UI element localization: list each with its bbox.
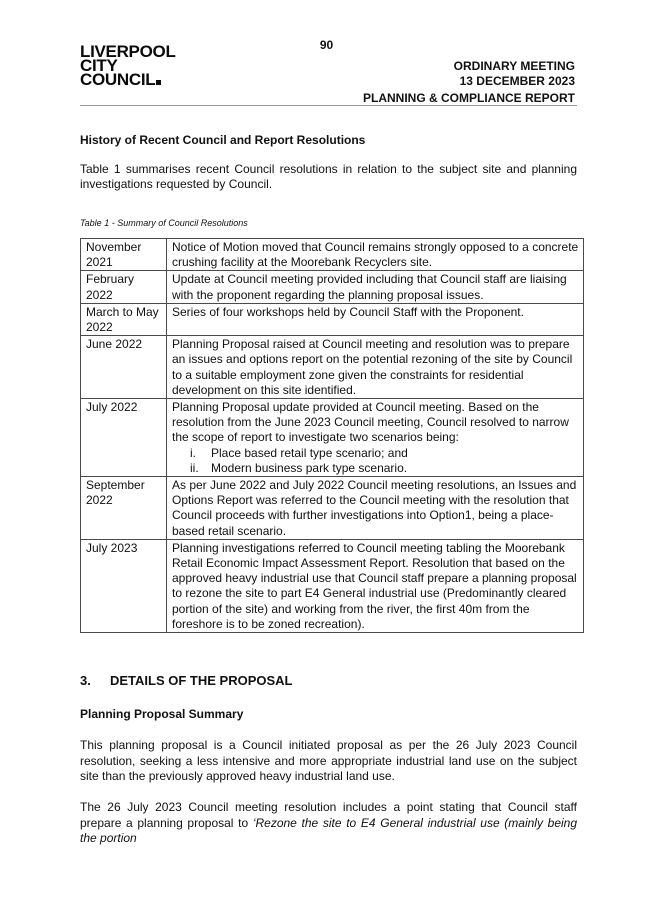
resolution-text: Update at Council meeting provided including that Council staff are liaising with the proponent regarding the planning proposal issues.	[172, 272, 567, 302]
planning-proposal-summary-heading: Planning Proposal Summary	[80, 707, 244, 721]
table-row	[81, 303, 584, 335]
list-item-text: Modern business park type scenario.	[211, 460, 408, 475]
resolution-text: Planning investigations referred to Council meeting tabling the Moorebank Retail Economic Impact Assessment Report. Resolution that based on the approved heavy industrial use that Council staff prepare a planning proposal to rezone the site to part E4 General industrial use (Predominantly cleared portion of the site) and working from the river, the first 40m from the foreshore is to be zoned recreation).	[172, 540, 577, 631]
resolution-date: November 2021	[81, 239, 167, 271]
logo-dot-icon	[156, 80, 161, 85]
resolution-text: Series of four workshops held by Council Staff with the Proponent.	[172, 304, 524, 319]
list-item-text: Place based retail type scenario; and	[211, 445, 408, 460]
section-title: DETAILS OF THE PROPOSAL	[110, 673, 293, 688]
logo-line-3: COUNCIL	[80, 73, 176, 87]
logo-line-2: CITY	[80, 56, 118, 75]
resolution-text: Planning Proposal raised at Council meeting and resolution was to prepare an issues and options report on the potential rezoning of the site by Council to a suitable employment zone given the constraints for residential development on this site identified.	[172, 337, 573, 397]
table-row	[81, 477, 584, 540]
resolution-text: Planning Proposal update provided at Council meeting. Based on the resolution from the June 2023 Council meeting, Council resolved to narrow the scope of report to investigate two scenarios being:	[172, 400, 569, 445]
resolution-text-cell	[167, 336, 584, 399]
table-row	[81, 271, 584, 303]
resolution-text-cell	[167, 399, 584, 477]
liverpool-city-council-logo	[80, 42, 176, 89]
council-resolutions-table	[80, 238, 584, 633]
list-numeral: ii.	[190, 460, 199, 475]
meeting-type: ORDINARY MEETING	[453, 59, 575, 73]
table-caption: Table 1 - Summary of Council Resolutions	[80, 218, 248, 228]
intro-paragraph: Table 1 summarises recent Council resolutions in relation to the subject site and planning investigations requested by Council.	[80, 162, 577, 191]
table-row	[81, 336, 584, 399]
table-row	[81, 239, 584, 271]
history-heading: History of Recent Council and Report Resolutions	[80, 133, 366, 147]
resolution-quote: ‘Rezone the site to E4 General industrial use (mainly being the portion	[80, 815, 578, 845]
resolution-date: September 2022	[81, 477, 167, 540]
meeting-date: 13 DECEMBER 2023	[459, 74, 575, 88]
report-header	[363, 59, 575, 106]
resolution-date: February 2022	[81, 271, 167, 303]
header-divider	[80, 105, 577, 106]
paragraph-2-text: The 26 July 2023 Council meeting resolution includes a point stating that Council staff prepare a planning proposal to	[80, 800, 577, 830]
section-3-heading	[80, 673, 293, 688]
logo-line-1: LIVERPOOL	[80, 42, 176, 61]
resolution-text-cell	[167, 303, 584, 335]
resolution-text-cell	[167, 477, 584, 540]
scenario-list	[172, 446, 579, 476]
resolution-text: Notice of Motion moved that Council remains strongly opposed to a concrete crushing facility at the Moorebank Recyclers site.	[172, 240, 579, 270]
resolution-text: As per June 2022 and July 2022 Council meeting resolutions, an Issues and Options Report was referred to the Council meeting with the resolution that Council proceeds with further investigations into Option1, being a place-based retail scenario.	[172, 478, 577, 538]
summary-paragraph-1: This planning proposal is a Council initiated proposal as per the 26 July 2023 Council resolution, seeking a less intensive and more appropriate industrial land use on the subject site than the previously approved heavy industrial land use.	[80, 738, 577, 783]
resolution-text-cell	[167, 239, 584, 271]
table-row	[81, 539, 584, 632]
resolution-text-cell	[167, 539, 584, 632]
resolution-date: March to May 2022	[81, 303, 167, 335]
page-number: 90	[319, 38, 334, 52]
resolution-text-cell	[167, 271, 584, 303]
list-numeral: i.	[190, 445, 196, 460]
summary-paragraph-2	[80, 800, 577, 847]
resolution-date: July 2022	[81, 399, 167, 477]
section-number: 3.	[80, 673, 91, 688]
resolution-date: July 2023	[81, 539, 167, 632]
scenario-list-item	[190, 446, 579, 461]
table-row	[81, 399, 584, 477]
report-name: PLANNING & COMPLIANCE REPORT	[362, 91, 575, 105]
scenario-list-item	[190, 461, 579, 476]
resolution-date: June 2022	[81, 336, 167, 399]
